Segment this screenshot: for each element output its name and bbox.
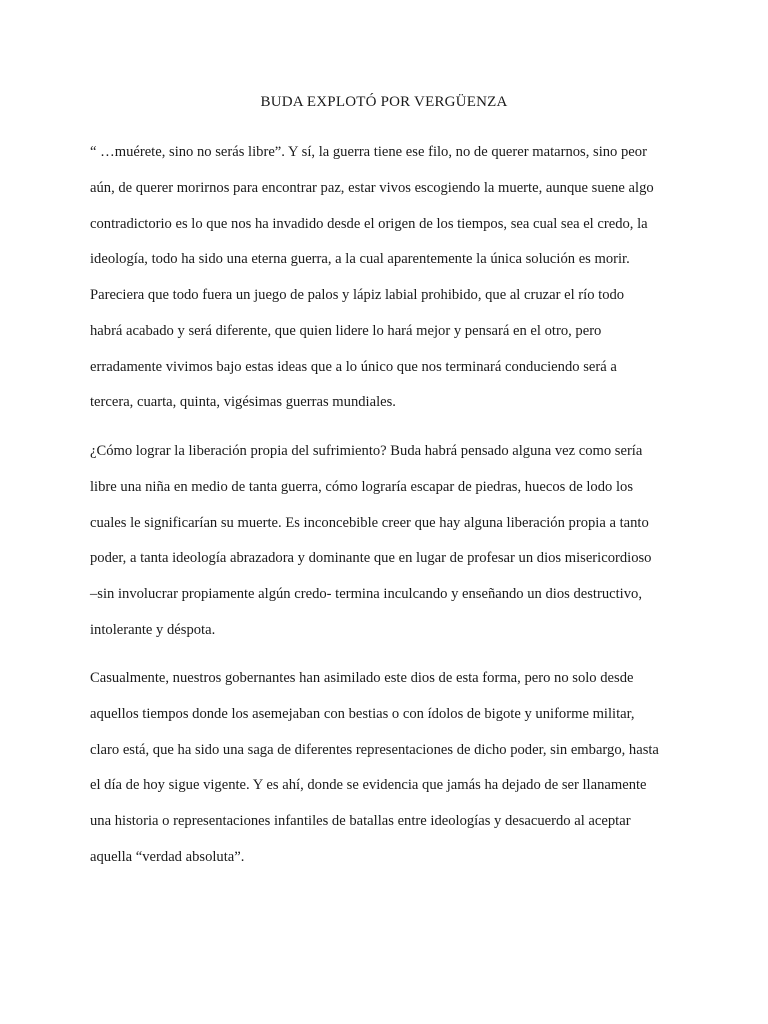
paragraph-1-line-6: habrá acabado y será diferente, que quien lidere lo hará mejor y pensará en el otro, pero [90,323,602,339]
paragraph-2-line-2: libre una niña en medio de tanta guerra, cómo lograría escapar de piedras, huecos de lodo los [90,479,634,495]
paragraph-2-line-5: –sin involucrar propiamente algún credo- termina inculcando y enseñando un dios destructivo, [90,586,642,602]
document-title: BUDA EXPLOTÓ POR VERGÜENZA [260,94,508,110]
paragraph-2-line-4: poder, a tanta ideología abrazadora y dominante que en lugar de profesar un dios misericordioso [90,550,652,566]
paragraph-3-line-5: una historia o representaciones infantiles de batallas entre ideologías y desacuerdo al aceptar [90,813,631,829]
paragraph-2-line-3: cuales le significarían su muerte. Es inconcebible creer que hay alguna liberación propia a tanto [90,515,649,531]
paragraph-3-line-4: el día de hoy sigue vigente. Y es ahí, donde se evidencia que jamás ha dejado de ser llanamente [90,777,647,793]
paragraph-3-line-2: aquellos tiempos donde los asemejaban con bestias o con ídolos de bigote y uniforme militar, [90,706,635,722]
paragraph-1-line-7: erradamente vivimos bajo estas ideas que a lo único que nos terminará conduciendo será a [90,359,617,375]
paragraph-1-line-1: “ …muérete, sino no serás libre”. Y sí, la guerra tiene ese filo, no de querer matarnos, sino peor [90,144,647,160]
paragraph-3-line-1: Casualmente, nuestros gobernantes han asimilado este dios de esta forma, pero no solo desde [90,670,634,686]
paragraph-1-line-3: contradictorio es lo que nos ha invadido desde el origen de los tiempos, sea cual sea el credo, la [90,216,648,232]
paragraph-2-line-6: intolerante y déspota. [90,622,216,638]
paragraph-3-line-6: aquella “verdad absoluta”. [90,849,245,865]
paragraph-2-line-1: ¿Cómo lograr la liberación propia del sufrimiento? Buda habrá pensado alguna vez como sería [90,443,643,459]
paragraph-1-line-8: tercera, cuarta, quinta, vigésimas guerras mundiales. [90,394,396,410]
paragraph-3-line-3: claro está, que ha sido una saga de diferentes representaciones de dicho poder, sin embargo, hasta [90,742,659,758]
paragraph-1-line-2: aún, de querer morirnos para encontrar paz, estar vivos escogiendo la muerte, aunque suene algo [90,180,654,196]
paragraph-1-line-5: Pareciera que todo fuera un juego de palos y lápiz labial prohibido, que al cruzar el río todo [90,287,625,303]
paragraph-1-line-4: ideología, todo ha sido una eterna guerra, a la cual aparentemente la única solución es morir. [90,251,630,267]
